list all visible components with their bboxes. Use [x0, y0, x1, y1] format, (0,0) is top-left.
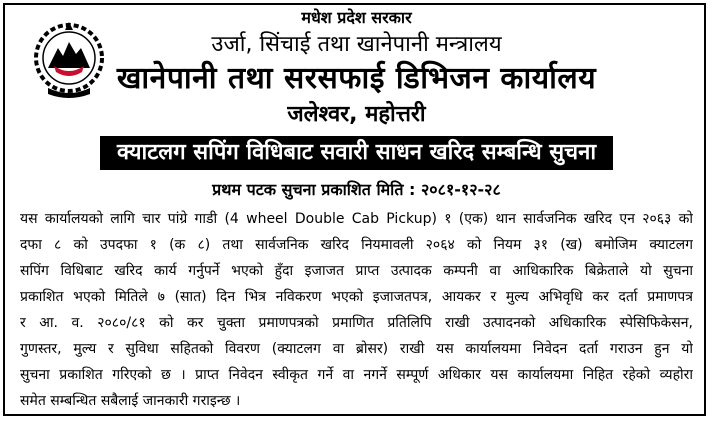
ministry-name: उर्जा, सिंचाई तथा खानेपानी मन्त्रालय: [211, 32, 502, 57]
office-location: जलेश्वर, महोत्तरी: [287, 102, 426, 127]
notice-title: क्याटलग सपिंग विधिबाट सवारी साधन खरिद सम्बन्धि सुचना: [100, 136, 613, 170]
notice-body-line: दफा ८ को उपदफा १ (क ८) तथा सार्वजनिक खरिद नियमावली २०६४ को नियम ३१ (ख) बमोजिम क्याटलग: [20, 237, 693, 253]
notice-body-line: प्रकाशित भएको मितिले ७ (सात) दिन भित्र नविकरण भएको इजाजतपत्र, आयकर र मुल्य अभिवृधि कर दर्ता प्रमाणपत्र: [20, 289, 693, 305]
notice-body-line: सुचना प्रकाशित गरिएको छ । प्राप्त निवेदन स्वीकृत गर्ने वा नगर्ने सम्पूर्ण अधिकार यस कार्यालयमा निहित रहेको व्यहोरा: [20, 367, 693, 383]
government-name: मधेश प्रदेश सरकार: [301, 8, 412, 27]
publication-date: प्रथम पटक सुचना प्रकाशित मिति : २०८१-१२-२८: [212, 180, 501, 199]
notice-body-line: समेत सम्बन्धित सबैलाई जानकारी गराइन्छ ।: [20, 393, 241, 409]
notice-body-line: गुणस्तर, मुल्य र सुविधा सहितको विवरण (क्याटलग वा ब्रोसर) राखी यस कार्यालयमा निवेदन दर्ता गराउन हुन यो: [20, 341, 693, 357]
office-name: खानेपानी तथा सरसफाई डिभिजन कार्यालय: [116, 61, 597, 96]
notice-body-line: यस कार्यालयको लागि चार पांग्रे गाडी (4 wheel Double Cab Pickup) १ (एक) थान सार्वजनिक खरिद एन २०६३ को: [20, 211, 693, 227]
notice-body-line: सपिंग विधिबाट खरिद कार्य गर्नुपर्ने भएको हुँदा इजाजत प्राप्त उत्पादक कम्पनी वा आधिकारिक बिक्रेताले यो सुचना: [20, 263, 693, 279]
notice-body-line: र आ. व. २०८०/८१ को कर चुक्ता प्रमाणपत्रको प्रमाणित प्रतिलिपि राखी उत्पादनको अधिकारिक स्पेसिफिकेसन,: [20, 315, 693, 331]
notice-body: [20, 206, 693, 414]
